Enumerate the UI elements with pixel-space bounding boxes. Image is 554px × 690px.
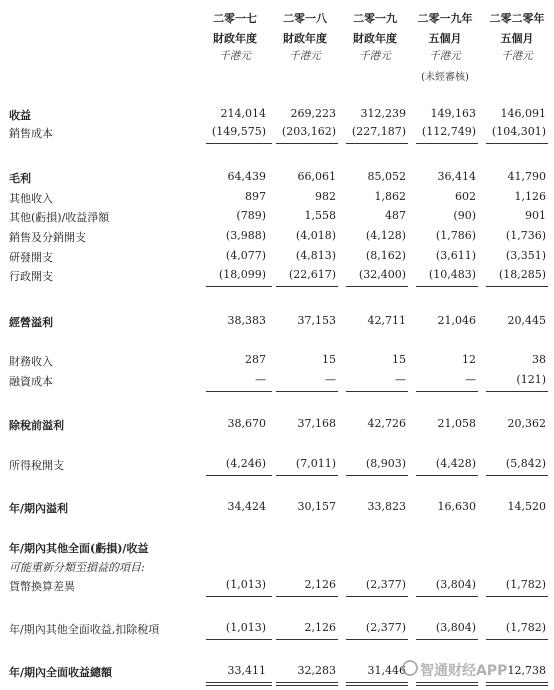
subtotal-rule	[486, 639, 548, 640]
cell: (90)	[453, 209, 476, 222]
cell: 20,362	[507, 417, 546, 430]
subtotal-rule	[486, 391, 548, 392]
cell: (22,617)	[288, 268, 336, 281]
row-label-operating-profit: 經營溢利	[9, 316, 53, 329]
subtotal-rule	[486, 143, 548, 144]
cell: (1,782)	[505, 621, 546, 634]
cell: (5,842)	[505, 457, 546, 470]
cell: 38,383	[227, 314, 266, 327]
col1-unit: 千港元	[219, 50, 251, 62]
row-label-admin-expenses: 行政開支	[9, 270, 53, 283]
cell: (3,988)	[225, 229, 266, 242]
cell: (227,187)	[351, 125, 406, 138]
cell: (8,903)	[365, 457, 406, 470]
cell: —	[255, 373, 266, 386]
subtotal-rule	[346, 596, 408, 597]
row-label-oci-net-of-tax: 年/期內其他全面收益,扣除稅項	[9, 623, 160, 636]
cell: 14,520	[507, 500, 546, 513]
cell: 36,414	[437, 170, 476, 183]
subtotal-rule	[346, 475, 408, 476]
cell: 287	[245, 353, 266, 366]
cell: 214,014	[220, 107, 266, 120]
cell: (3,804)	[435, 578, 476, 591]
col3-header-line2: 財政年度	[353, 32, 397, 45]
subtotal-rule	[276, 596, 338, 597]
total-double-rule	[346, 682, 408, 686]
cell: 312,239	[360, 107, 406, 120]
row-label-other-income: 其他收入	[9, 192, 53, 205]
col4-header-line1: 二零一九年	[417, 12, 473, 25]
cell: (1,782)	[505, 578, 546, 591]
cell: (1,013)	[225, 578, 266, 591]
cell: 897	[245, 190, 266, 203]
col3-header-line1: 二零一九	[353, 12, 397, 25]
col1-header-line2: 財政年度	[213, 32, 257, 45]
cell: (3,351)	[505, 249, 546, 262]
cell: 1,558	[304, 209, 336, 222]
cell: 146,091	[500, 107, 546, 120]
row-label-cost-of-sales: 銷售成本	[9, 127, 53, 140]
cell: (4,813)	[295, 249, 336, 262]
cell: (4,018)	[295, 229, 336, 242]
cell: 32,283	[297, 664, 336, 677]
cell: 602	[455, 190, 476, 203]
subtotal-rule	[346, 639, 408, 640]
subtotal-rule	[206, 143, 272, 144]
cell: 41,790	[507, 170, 546, 183]
cell: 1,862	[374, 190, 406, 203]
cell: 64,439	[227, 170, 266, 183]
cell: 42,726	[367, 417, 406, 430]
col4-header-line2: 五個月	[428, 32, 462, 45]
subtotal-rule	[346, 286, 408, 287]
cell: (2,377)	[365, 621, 406, 634]
subtotal-rule	[276, 639, 338, 640]
subtotal-rule	[416, 475, 478, 476]
col1-header-line1: 二零一七	[213, 12, 257, 25]
col5-header-line1: 二零二零年	[489, 12, 545, 25]
cell: (789)	[236, 209, 266, 222]
subtotal-rule	[276, 475, 338, 476]
cell: (3,804)	[435, 621, 476, 634]
cell: (32,400)	[358, 268, 406, 281]
cell: (7,011)	[295, 457, 336, 470]
cell: (149,575)	[211, 125, 266, 138]
subtotal-rule	[276, 391, 338, 392]
subtotal-rule	[276, 143, 338, 144]
subtotal-rule	[416, 286, 478, 287]
row-label-selling-distribution: 銷售及分銷開支	[9, 231, 86, 244]
cell: (112,749)	[421, 125, 476, 138]
subtotal-rule	[206, 639, 272, 640]
cell: 38	[532, 353, 546, 366]
col5-header-line2: 五個月	[500, 32, 534, 45]
cell: 15	[322, 353, 336, 366]
cell: 2,126	[304, 621, 336, 634]
cell: 34,424	[227, 500, 266, 513]
cell: (3,611)	[435, 249, 476, 262]
subtotal-rule	[486, 286, 548, 287]
row-label-rnd-expenses: 研發開支	[9, 251, 53, 264]
cell: —	[465, 373, 476, 386]
col2-header-line2: 財政年度	[283, 32, 327, 45]
row-label-revenue: 收益	[9, 109, 31, 122]
cell: (4,428)	[435, 457, 476, 470]
cell: 20,445	[507, 314, 546, 327]
cell: 66,061	[297, 170, 336, 183]
cell: 269,223	[290, 107, 336, 120]
cell: 21,046	[437, 314, 476, 327]
cell: —	[325, 373, 336, 386]
cell: 12	[462, 353, 476, 366]
cell: 33,411	[227, 664, 266, 677]
subtotal-rule	[486, 475, 548, 476]
cell: —	[395, 373, 406, 386]
cell: (1,013)	[225, 621, 266, 634]
section-subheading-reclassifiable: 可能重新分類至損益的項目:	[9, 561, 145, 574]
watermark: 智通财经APP	[420, 663, 508, 679]
cell: 38,670	[227, 417, 266, 430]
row-label-finance-income: 財務收入	[9, 355, 53, 368]
subtotal-rule	[416, 143, 478, 144]
subtotal-rule	[416, 391, 478, 392]
col5-unit: 千港元	[501, 50, 533, 62]
subtotal-rule	[346, 391, 408, 392]
cell: 33,823	[367, 500, 406, 513]
cell: 149,163	[430, 107, 476, 120]
cell: 37,168	[297, 417, 336, 430]
cell: 30,157	[297, 500, 336, 513]
col2-unit: 千港元	[289, 50, 321, 62]
subtotal-rule	[276, 286, 338, 287]
cell: (4,246)	[225, 457, 266, 470]
cell: 85,052	[367, 170, 406, 183]
col2-header-line1: 二零一八	[283, 12, 327, 25]
row-label-other-gains-losses: 其他(虧損)/收益淨額	[9, 211, 110, 224]
cell: (10,483)	[428, 268, 476, 281]
col4-unaudited-note: (未經審核)	[421, 72, 469, 83]
total-double-rule	[276, 682, 338, 686]
subtotal-rule	[206, 475, 272, 476]
subtotal-rule	[206, 286, 272, 287]
cell: 901	[525, 209, 546, 222]
cell: (18,099)	[218, 268, 266, 281]
cell: 2,126	[304, 578, 336, 591]
cell: 15	[392, 353, 406, 366]
total-double-rule	[486, 682, 548, 686]
row-label-profit-for-period: 年/期內溢利	[9, 502, 69, 515]
cell: 16,630	[437, 500, 476, 513]
row-label-currency-translation: 貨幣換算差異	[9, 580, 75, 593]
cell: 12,738	[507, 664, 546, 677]
cell: 1,126	[514, 190, 546, 203]
cell: 37,153	[297, 314, 336, 327]
cell: (121)	[516, 373, 546, 386]
cell: 42,711	[367, 314, 406, 327]
col3-unit: 千港元	[359, 50, 391, 62]
subtotal-rule	[486, 596, 548, 597]
row-label-profit-before-tax: 除稅前溢利	[9, 419, 64, 432]
cell: 487	[385, 209, 406, 222]
total-double-rule	[416, 682, 478, 686]
row-label-gross-profit: 毛利	[9, 172, 31, 185]
cell: (1,786)	[435, 229, 476, 242]
row-label-finance-costs: 融資成本	[9, 375, 53, 388]
cell: 982	[315, 190, 336, 203]
subtotal-rule	[206, 596, 272, 597]
subtotal-rule	[346, 143, 408, 144]
subtotal-rule	[206, 391, 272, 392]
subtotal-rule	[416, 639, 478, 640]
cell: (18,285)	[498, 268, 546, 281]
total-double-rule	[206, 682, 272, 686]
cell: (1,736)	[505, 229, 546, 242]
row-label-total-comprehensive-income: 年/期內全面收益總額	[9, 666, 113, 679]
cell: 31,446	[367, 664, 406, 677]
section-heading-oci: 年/期內其他全面(虧損)/收益	[9, 542, 149, 555]
subtotal-rule	[416, 596, 478, 597]
watermark-logo-icon	[402, 660, 418, 676]
row-label-income-tax: 所得稅開支	[9, 459, 64, 472]
col4-unit: 千港元	[429, 50, 461, 62]
cell: 21,058	[437, 417, 476, 430]
cell: (2,377)	[365, 578, 406, 591]
cell: (8,162)	[365, 249, 406, 262]
cell: (4,128)	[365, 229, 406, 242]
cell: (104,301)	[491, 125, 546, 138]
cell: (203,162)	[281, 125, 336, 138]
cell: (4,077)	[225, 249, 266, 262]
